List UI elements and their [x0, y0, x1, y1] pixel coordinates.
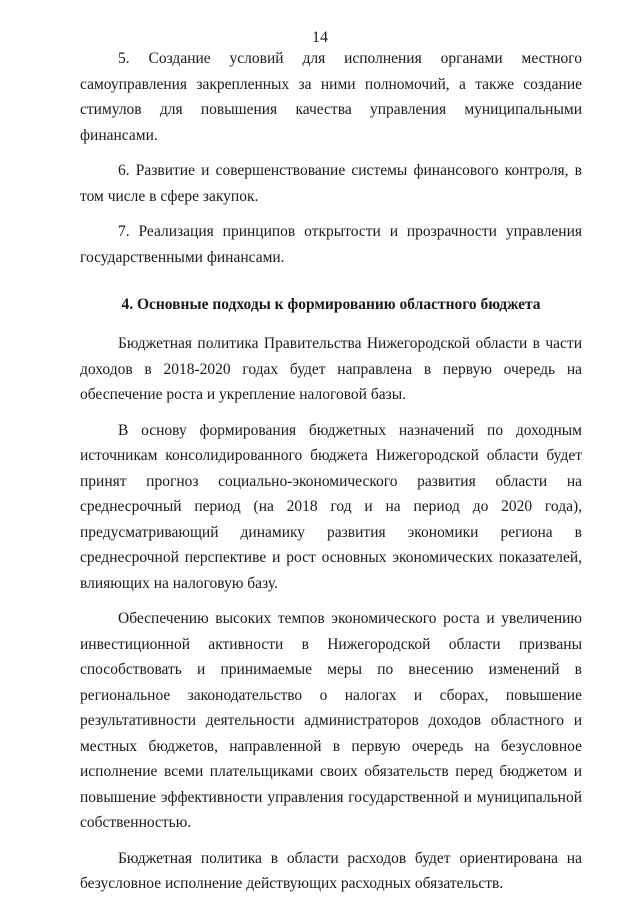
paragraph-forecast-basis: В основу формирования бюджетных назначений по доходным источникам консолидированного бюджета Нижегородской области будет принят прогноз социально-экономического развития области на среднесрочный период (на 2018 год и на период до 2020 года), предусматривающий динамику развития экономики региона в среднесрочной перспективе и рост основных экономических показателей, влияющих на налоговую базу.	[80, 421, 582, 592]
list-item-5: 5. Создание условий для исполнения органами местного самоуправления закрепленных за ними полномочий, а также создание стимулов для повышения качества управления муниципальными финансами.	[80, 50, 582, 144]
list-item-6: 6. Развитие и совершенствование системы финансового контроля, в том числе в сфере закупок.	[80, 162, 582, 205]
page-number: 14	[312, 29, 328, 46]
page-content	[80, 46, 582, 907]
paragraph-revenue-policy: Бюджетная политика Правительства Нижегородской области в части доходов в 2018-2020 годах будет направлена в первую очередь на обеспечение роста и укрепление налоговой базы.	[80, 335, 582, 403]
paragraph-expenditure-policy: Бюджетная политика в области расходов будет ориентирована на безусловное исполнение действующих расходных обязательств.	[80, 849, 582, 892]
list-item-7: 7. Реализация принципов открытости и прозрачности управления государственными финансами.	[80, 223, 582, 266]
section-heading: 4. Основные подходы к формированию областного бюджета	[121, 296, 541, 313]
paragraph-economic-growth: Обеспечению высоких темпов экономического роста и увеличению инвестиционной активности в Нижегородской области призваны способствовать и принимаемые меры по внесению изменений в региональное законодательство о налогах и сборах, повышение результативности деятельности администраторов доходов областного и местных бюджетов, направленной в первую очередь на безусловное исполнение всеми плательщиками своих обязательств перед бюджетом и повышение эффективности управления государственной и муниципальной собственностью.	[80, 610, 582, 831]
